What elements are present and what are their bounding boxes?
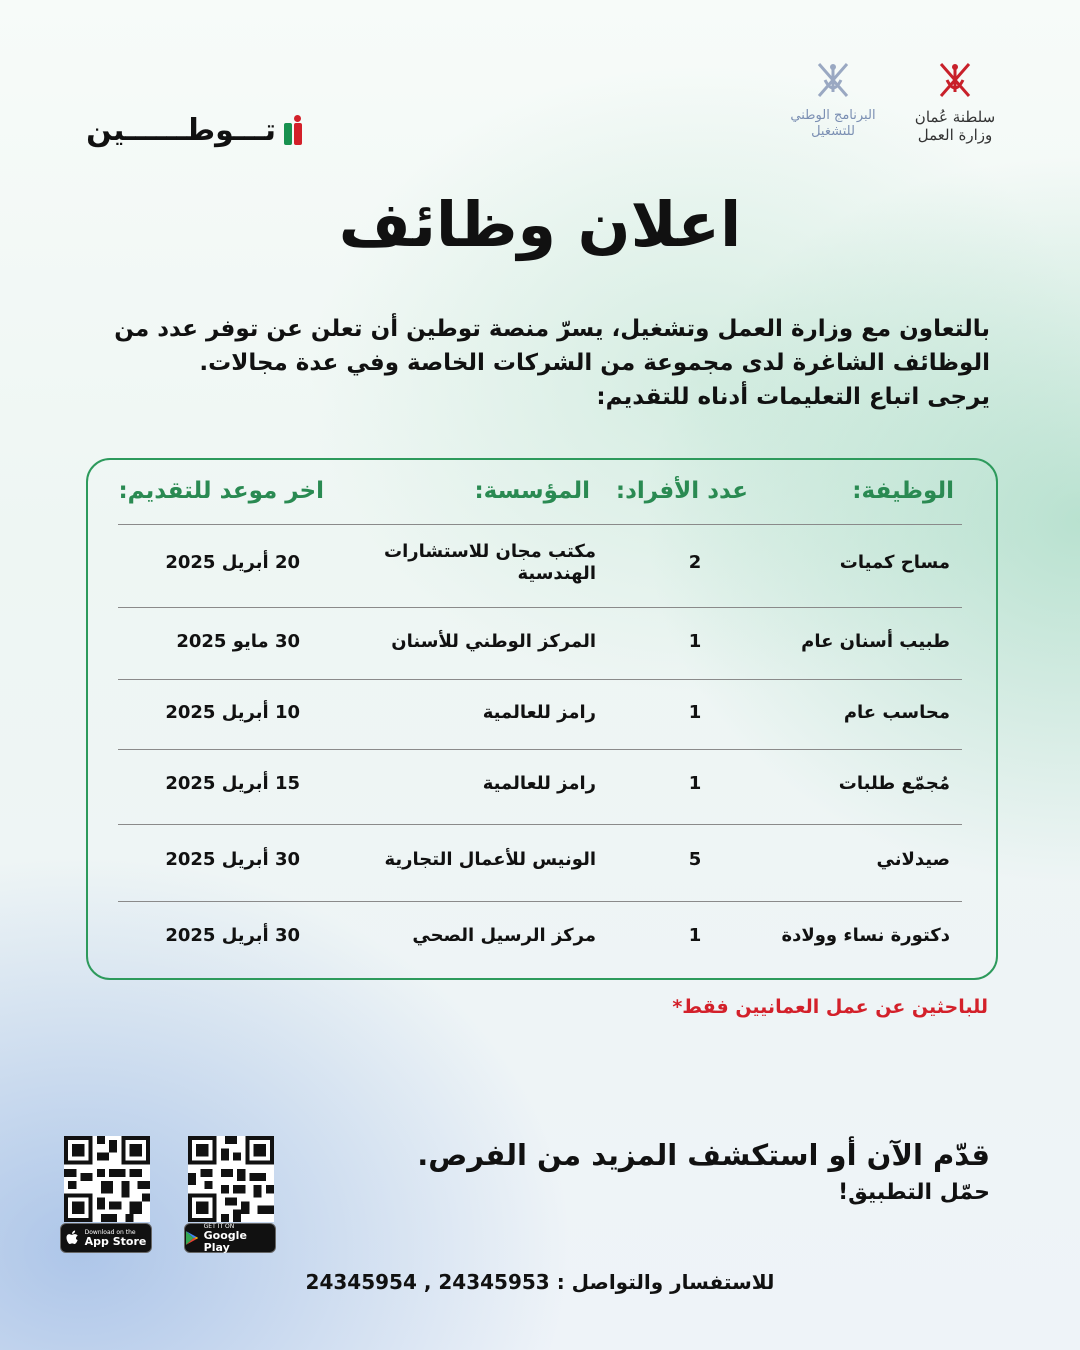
row-1-deadline: 20 أبريل 2025 <box>165 552 300 573</box>
row-1-count: 2 <box>688 552 702 573</box>
intro-line-3: يرجى اتباع التعليمات أدناه للتقديم: <box>596 384 990 410</box>
row-2-job: طبيب أسنان عام <box>801 631 950 652</box>
program-emblem-icon <box>811 58 855 102</box>
app-store-badge[interactable] <box>60 1223 152 1253</box>
header-count: عدد الأفراد: <box>615 478 748 504</box>
intro-line-1: بالتعاون مع وزارة العمل وتشغيل، يسرّ منصة توطين أن تعلن عن توفر عدد من <box>114 316 990 342</box>
row-3-org: رامز للعالمية <box>482 702 596 723</box>
program-line1: البرنامج الوطني <box>790 108 876 123</box>
row-4-deadline: 15 أبريل 2025 <box>165 773 300 794</box>
table-divider <box>118 749 962 750</box>
row-1-job: مساح كميات <box>839 552 950 573</box>
row-6-count: 1 <box>688 925 702 946</box>
intro-line-2: الوظائف الشاغرة لدى مجموعة من الشركات الخاصة وفي عدة مجالات. <box>199 350 990 376</box>
row-2-count: 1 <box>688 631 702 652</box>
apple-icon <box>66 1230 80 1246</box>
row-5-org: الونيس للأعمال التجارية <box>384 849 596 870</box>
oman-emblem-icon <box>933 58 977 102</box>
tawteen-wordmark: تـــوطــــــين <box>86 112 276 148</box>
row-2-deadline: 30 مايو 2025 <box>176 631 300 652</box>
page-title: اعلان وظائف <box>338 188 742 261</box>
ministry-line2: وزارة العمل <box>917 126 993 144</box>
table-divider <box>118 607 962 608</box>
row-6-job: دكتورة نساء وولادة <box>781 925 950 946</box>
table-divider <box>118 824 962 825</box>
table-divider <box>118 524 962 525</box>
row-5-job: صيدلاني <box>876 849 950 870</box>
row-6-deadline: 30 أبريل 2025 <box>165 925 300 946</box>
row-4-org: رامز للعالمية <box>482 773 596 794</box>
row-5-deadline: 30 أبريل 2025 <box>165 849 300 870</box>
ministry-of-labour-logo <box>900 58 1010 148</box>
google-play-badge[interactable] <box>184 1223 276 1253</box>
national-employment-program-logo <box>778 58 888 148</box>
google-play-small-text: GET IT ON <box>203 1222 235 1230</box>
row-3-count: 1 <box>688 702 702 723</box>
contact-line <box>0 1270 1080 1294</box>
contact-label: للاستفسار والتواصل : <box>556 1270 775 1294</box>
google-play-big-text: Google Play <box>203 1228 247 1254</box>
app-store-small-text: Download on the <box>84 1228 136 1236</box>
intro-text <box>114 312 990 414</box>
google-play-icon <box>185 1230 199 1246</box>
header-org: المؤسسة: <box>474 478 590 504</box>
ministry-line1: سلطنة عُمان <box>914 108 996 126</box>
header-job: الوظيفة: <box>852 478 954 504</box>
header-deadline: اخر موعد للتقديم: <box>118 478 324 504</box>
row-4-job: مُجمّع طلبات <box>838 773 950 794</box>
google-play-qr-code[interactable] <box>188 1136 274 1222</box>
table-divider <box>118 901 962 902</box>
program-line2: للتشغيل <box>811 124 855 139</box>
row-4-count: 1 <box>688 773 702 794</box>
download-app-text: حمّل التطبيق! <box>838 1180 990 1205</box>
row-5-count: 5 <box>688 849 702 870</box>
row-1-org: مكتب مجان للاستشارات الهندسية <box>384 541 596 584</box>
contact-numbers[interactable]: 24345954 , 24345953 <box>305 1270 550 1294</box>
apply-heading: قدّم الآن أو استكشف المزيد من الفرص. <box>417 1138 990 1172</box>
omanis-only-note: للباحثين عن عمل العمانيين فقط* <box>672 996 988 1018</box>
row-3-deadline: 10 أبريل 2025 <box>165 702 300 723</box>
app-store-qr-code[interactable] <box>64 1136 150 1222</box>
app-store-big-text: App Store <box>84 1234 147 1248</box>
row-2-org: المركز الوطني للأسنان <box>391 631 596 652</box>
row-3-job: محاسب عام <box>843 702 950 723</box>
table-divider <box>118 679 962 680</box>
row-6-org: مركز الرسيل الصحي <box>412 925 596 946</box>
tawteen-logo <box>86 108 282 152</box>
